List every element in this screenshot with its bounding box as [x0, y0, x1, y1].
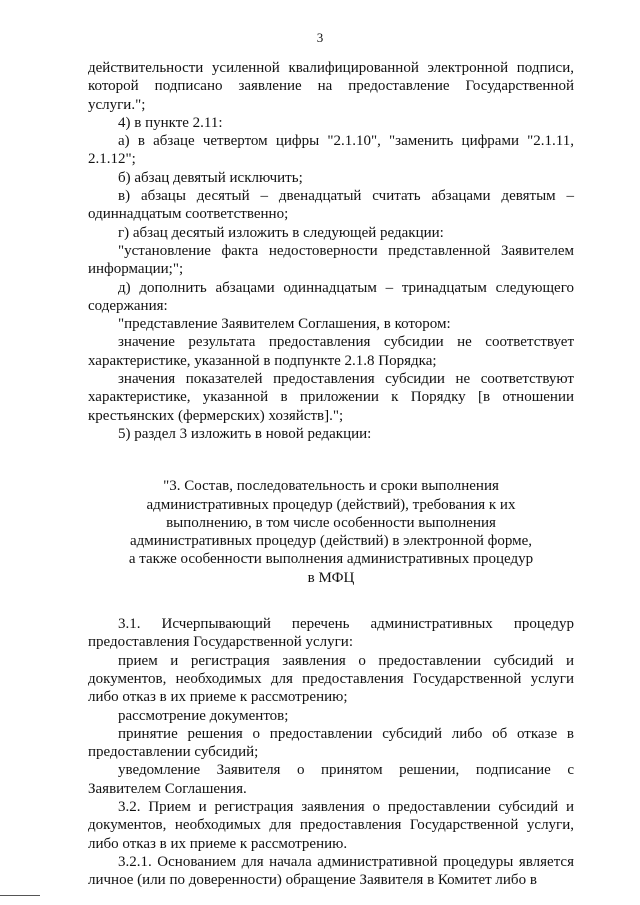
page-number: 3: [316, 30, 324, 45]
paragraph: 3.2.1. Основанием для начала административной процедуры является личное (или по доверенности) обращение Заявителя в Комитет либо в: [88, 853, 574, 889]
paragraph: б) абзац девятый исключить;: [118, 169, 303, 186]
heading-line: а также особенности выполнения административных процедур: [128, 551, 534, 568]
paragraph: д) дополнить абзацами одиннадцатым – тринадцатым следующего содержания:: [88, 279, 574, 314]
heading-line: выполнению, в том числе особенности выполнения: [166, 514, 496, 531]
paragraph: значения показателей предоставления субсидии не соответствуют характеристике, указанной в приложении к Порядку [в отношении крестьянских (фермерских) хозяйств].";: [88, 371, 574, 424]
paragraph: прием и регистрация заявления о предоставлении субсидий и документов, необходимых для предоставления Государственной услуги либо отказ в их приеме к рассмотрению;: [88, 652, 574, 706]
paragraph: рассмотрение документов;: [118, 707, 289, 724]
document-body: [88, 59, 574, 889]
paragraph: а) в абзаце четвертом цифры "2.1.10", "заменить цифрами "2.1.11, 2.1.12";: [88, 133, 574, 168]
paragraph: "представление Заявителем Соглашения, в котором:: [118, 316, 451, 333]
paragraph: в) абзацы десятый – двенадцатый считать абзацами девятым – одиннадцатым соответственно;: [88, 188, 574, 223]
amendment-list: [88, 59, 574, 443]
paragraph: 5) раздел 3 изложить в новой редакции:: [118, 425, 372, 442]
paragraph: 3.2. Прием и регистрация заявления о предоставлении субсидий и документов, необходимых для предоставления Государственной услуги, либо отказ в их приеме к рассмотрению.: [88, 798, 574, 852]
section-3-text: [88, 615, 574, 889]
page-edge-mark: [0, 895, 40, 896]
paragraph: действительности усиленной квалифицированной электронной подписи, которой подписано заявление на предоставление Государственной услуги.";: [88, 60, 574, 113]
paragraph: г) абзац десятый изложить в следующей редакции:: [118, 224, 444, 241]
section-heading: [88, 477, 574, 587]
paragraph: 3.1. Исчерпывающий перечень административных процедур предоставления Государственной услуги:: [88, 616, 574, 651]
paragraph: значение результата предоставления субсидии не соответствует характеристике, указанной в подпункте 2.1.8 Порядка;: [88, 334, 574, 369]
paragraph: принятие решения о предоставлении субсидий либо об отказе в предоставлении субсидий;: [88, 725, 574, 761]
paragraph: 4) в пункте 2.11:: [118, 114, 223, 131]
heading-line: административных процедур (действий) в электронной форме,: [129, 533, 533, 550]
paragraph: уведомление Заявителя о принятом решении, подписание с Заявителем Соглашения.: [88, 762, 574, 797]
paragraph: "установление факта недостоверности представленной Заявителем информации;";: [88, 242, 574, 278]
heading-line: административных процедур (действий), требования к их: [146, 496, 516, 513]
heading-line: в МФЦ: [307, 569, 355, 586]
heading-line: "3. Состав, последовательность и сроки выполнения: [163, 478, 499, 495]
